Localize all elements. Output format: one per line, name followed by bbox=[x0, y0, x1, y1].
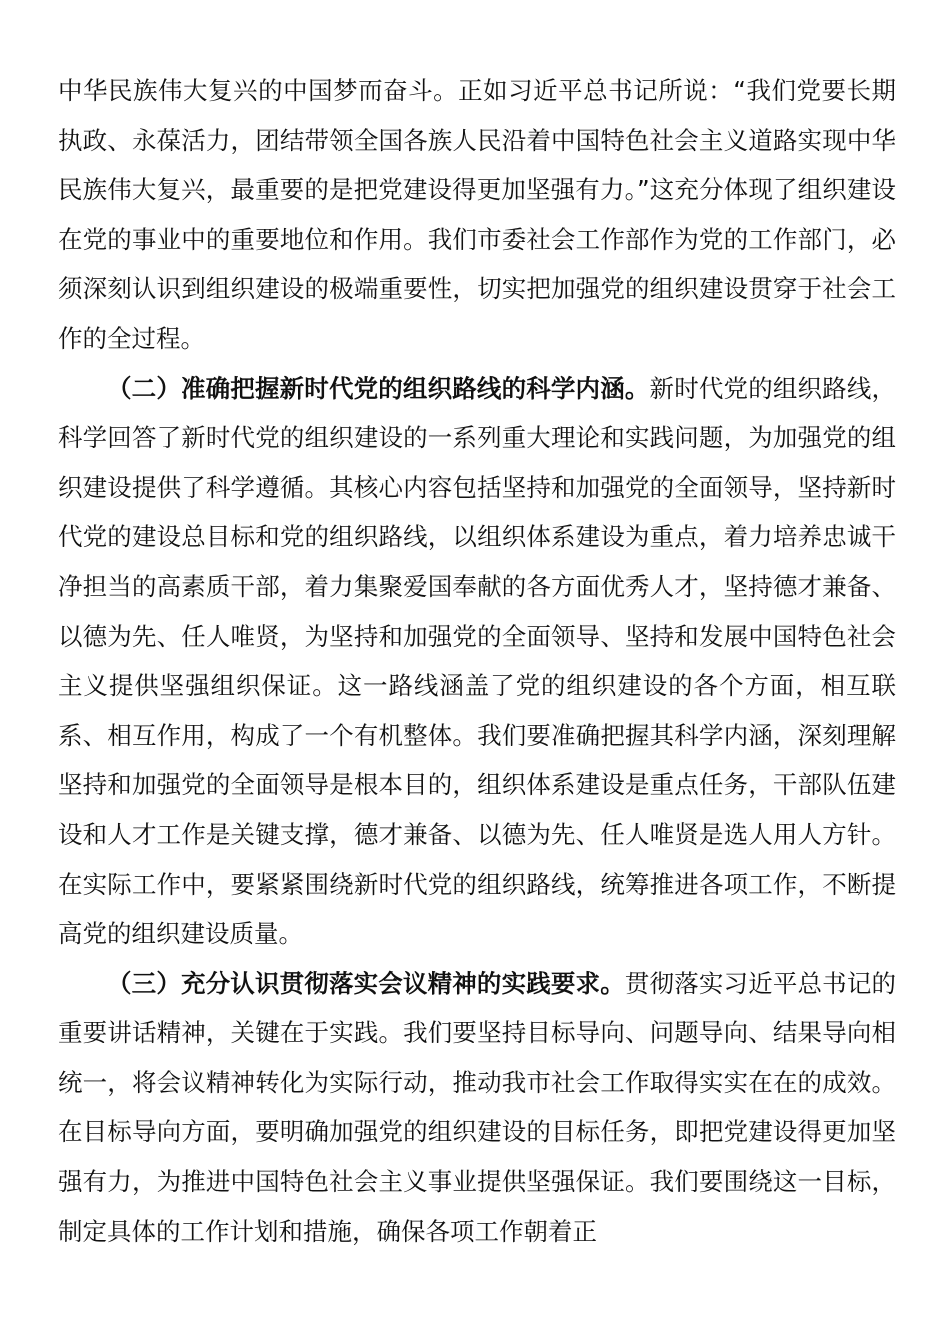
paragraph-2 bbox=[58, 364, 896, 959]
paragraph-2-text: 新时代党的组织路线，科学回答了新时代党的组织建设的一系列重大理论和实践问题，为加强党的组织建设提供了科学遵循。其核心内容包括坚持和加强党的全面领导，坚持新时代党的建设总目标和党的组织路线，以组织体系建设为重点，着力培养忠诚干净担当的高素质干部，着力集聚爱国奉献的各方面优秀人才，坚持德才兼备、以德为先、任人唯贤，为坚持和加强党的全面领导、坚持和发展中国特色社会主义提供坚强组织保证。这一路线涵盖了党的组织建设的各个方面，相互联系、相互作用，构成了一个有机整体。我们要准确把握其科学内涵，深刻理解坚持和加强党的全面领导是根本目的，组织体系建设是重点任务，干部队伍建设和人才工作是关键支撑，德才兼备、以德为先、任人唯贤是选人用人方针。在实际工作中，要紧紧围绕新时代党的组织路线，统筹推进各项工作，不断提高党的组织建设质量。 bbox=[58, 373, 896, 949]
paragraph-1 bbox=[58, 66, 896, 364]
paragraph-3-text: 贯彻落实习近平总书记的重要讲话精神，关键在于实践。我们要坚持目标导向、问题导向、结果导向相统一，将会议精神转化为实际行动，推动我市社会工作取得实实在在的成效。在目标导向方面，要明确加强党的组织建设的目标任务，即把党建设得更加坚强有力，为推进中国特色社会主义事业提供坚强保证。我们要围绕这一目标，制定具体的工作计划和措施，确保各项工作朝着正 bbox=[58, 968, 897, 1246]
paragraph-1-text: 中华民族伟大复兴的中国梦而奋斗。正如习近平总书记所说：“我们党要长期执政、永葆活力，团结带领全国各族人民沿着中国特色社会主义道路实现中华民族伟大复兴，最重要的是把党建设得更加坚强有力。”这充分体现了组织建设在党的事业中的重要地位和作用。我们市委社会工作部作为党的工作部门，必须深刻认识到组织建设的极端重要性，切实把加强党的组织建设贯穿于社会工作的全过程。 bbox=[58, 76, 896, 353]
section-heading-3: （三）充分认识贯彻落实会议精神的实践要求。 bbox=[107, 968, 625, 998]
document-page bbox=[58, 66, 896, 1256]
paragraph-3 bbox=[58, 959, 896, 1257]
section-heading-2: （二）准确把握新时代党的组织路线的科学内涵。 bbox=[107, 373, 650, 403]
